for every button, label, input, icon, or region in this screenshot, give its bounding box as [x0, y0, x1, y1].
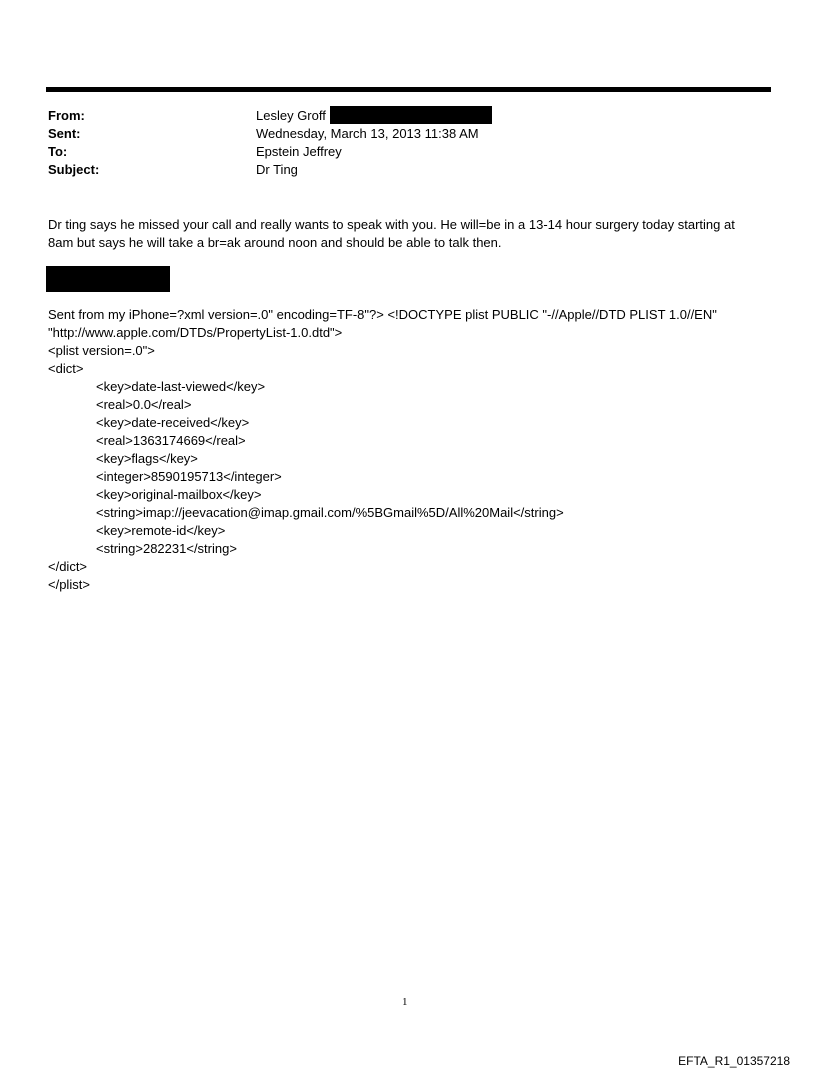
plist-block [48, 306, 773, 594]
subject-label: Subject: [48, 162, 100, 177]
plist-line-value: <real>1363174669</real> [96, 433, 246, 448]
redacted-email [330, 106, 492, 124]
sent-label: Sent: [48, 126, 81, 141]
body-line-2: 8am but says he will take a br=ak around noon and should be able to talk then. [48, 235, 502, 250]
header-rule [46, 87, 771, 92]
subject-value: Dr Ting [256, 162, 298, 177]
plist-line-key: <key>flags</key> [96, 451, 198, 466]
to-value: Epstein Jeffrey [256, 144, 342, 159]
plist-line-value: <string>282231</string> [96, 541, 237, 556]
email-body [48, 216, 768, 252]
plist-line-dict-close: </dict> [48, 559, 88, 574]
to-label: To: [48, 144, 68, 159]
body-line-1: Dr ting says he missed your call and really wants to speak with you. He will=be in a 13-14 hour surgery today starting at [48, 217, 735, 232]
plist-line-plist-close: </plist> [48, 577, 90, 592]
plist-line-dict-open: <dict> [48, 361, 84, 376]
from-label: From: [48, 108, 85, 123]
plist-line-value: <integer>8590195713</integer> [96, 469, 282, 484]
subject-row [48, 161, 492, 179]
sent-value: Wednesday, March 13, 2013 11:38 AM [256, 126, 479, 141]
plist-line-value: <string>imap://jeevacation@imap.gmail.com/%5BGmail%5D/All%20Mail</string> [96, 505, 564, 520]
plist-line-signature: Sent from my iPhone=?xml version=.0" encoding=TF-8"?> <!DOCTYPE plist PUBLIC "-//Apple//DTD PLIST 1.0//EN" [48, 307, 717, 322]
plist-line-dtd: "http://www.apple.com/DTDs/PropertyList-1.0.dtd"> [48, 325, 343, 340]
plist-line-key: <key>date-last-viewed</key> [96, 379, 266, 394]
document-id: EFTA_R1_01357218 [678, 1054, 790, 1068]
redacted-signature [46, 266, 170, 292]
from-row [48, 107, 492, 125]
plist-line-plist-open: <plist version=.0"> [48, 343, 155, 358]
email-header [48, 107, 492, 179]
plist-line-value: <real>0.0</real> [96, 397, 192, 412]
plist-line-key: <key>remote-id</key> [96, 523, 226, 538]
from-name: Lesley Groff [256, 108, 326, 123]
sent-row [48, 125, 492, 143]
plist-line-key: <key>date-received</key> [96, 415, 250, 430]
from-value [256, 107, 492, 125]
page-number: 1 [402, 996, 408, 1008]
plist-line-key: <key>original-mailbox</key> [96, 487, 262, 502]
to-row [48, 143, 492, 161]
